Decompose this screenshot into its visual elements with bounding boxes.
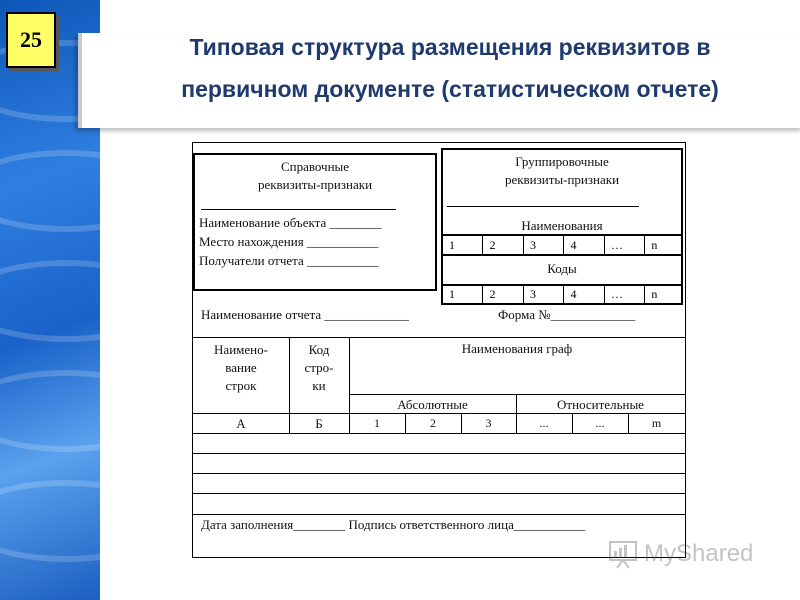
grouping-heading-1: Группировочные xyxy=(515,154,609,169)
index-cell-m: m xyxy=(651,416,662,430)
index-cell: ... xyxy=(595,416,605,430)
grouping-attributes-block xyxy=(441,148,683,238)
wave-decoration xyxy=(0,150,100,232)
table-row-line xyxy=(193,453,685,454)
codes-cell: 3 xyxy=(524,286,564,303)
grouping-heading-2: реквизиты-признаки xyxy=(504,172,620,187)
codes-number-row xyxy=(441,284,683,305)
table-row-line xyxy=(193,433,685,434)
table-row-line xyxy=(193,514,685,515)
header-row-names xyxy=(193,341,289,395)
footer-signature-line: Дата заполнения________ Подпись ответственного лица___________ xyxy=(201,517,586,532)
reference-line-recipients: Получатели отчета ___________ xyxy=(199,253,379,268)
codes-cell: 2 xyxy=(483,286,523,303)
codes-cell: 4 xyxy=(564,286,604,303)
names-cell: 2 xyxy=(483,236,523,254)
header-absolute: Абсолютные xyxy=(397,397,468,412)
index-cell-a: А xyxy=(236,416,246,431)
index-cell-b: Б xyxy=(315,416,323,431)
reference-line-location: Место нахождения ___________ xyxy=(199,234,379,249)
table-row-line xyxy=(193,493,685,494)
index-cell: 2 xyxy=(430,416,436,430)
header-row-code-line: Код xyxy=(308,342,330,357)
names-cell: 3 xyxy=(524,236,564,254)
names-cell: 1 xyxy=(443,236,483,254)
reference-underline xyxy=(201,209,396,210)
header-relative: Относительные xyxy=(557,397,644,412)
table-graph-divider xyxy=(349,394,685,395)
wave-decoration xyxy=(0,370,100,452)
codes-label: Коды xyxy=(547,261,577,276)
table-index-top xyxy=(193,413,349,414)
page-title xyxy=(100,26,800,110)
header-row-names-line: Наимено- xyxy=(214,342,268,357)
watermark xyxy=(608,536,768,572)
header-row-code-line: стро- xyxy=(304,360,334,375)
header-graph-names: Наименования граф xyxy=(461,341,573,356)
report-name-line: Наименование отчета _____________ xyxy=(201,307,409,322)
header-row-code xyxy=(289,341,349,395)
codes-cell: … xyxy=(605,286,645,303)
header-row-names-line: строк xyxy=(225,378,257,393)
header-row-names-line: вание xyxy=(225,360,257,375)
codes-cell: n xyxy=(651,287,658,301)
reference-line-object: Наименование объекта ________ xyxy=(199,215,382,230)
document-form xyxy=(192,142,686,558)
wave-decoration xyxy=(0,260,100,342)
wave-decoration xyxy=(0,480,100,562)
presentation-board-icon xyxy=(608,539,638,569)
table-row-line xyxy=(193,473,685,474)
grouping-underline xyxy=(447,206,639,207)
table-subheader-divider xyxy=(349,413,685,414)
reference-heading-2: реквизиты-признаки xyxy=(257,177,373,192)
reference-heading-1: Справочные xyxy=(280,159,350,174)
header-row-code-line: ки xyxy=(312,378,326,393)
names-number-row xyxy=(441,234,683,256)
names-cell: 4 xyxy=(564,236,604,254)
codes-cell: 1 xyxy=(443,286,483,303)
form-number-line: Форма №_____________ xyxy=(498,307,636,322)
index-cell: ... xyxy=(539,416,549,430)
table-top-border xyxy=(193,337,685,338)
title-line-2: первичном документе (статистическом отчете) xyxy=(181,76,719,102)
watermark-text: MyShared xyxy=(644,540,754,567)
title-line-1: Типовая структура размещения реквизитов в xyxy=(189,34,711,60)
names-cell: n xyxy=(651,237,658,252)
names-cell: … xyxy=(605,236,645,254)
codes-block xyxy=(441,254,683,286)
slide-number-badge: 25 xyxy=(6,12,56,68)
grouping-names-label: Наименования xyxy=(521,218,603,233)
index-cell: 1 xyxy=(374,416,380,430)
index-cell: 3 xyxy=(485,416,492,430)
reference-attributes-block xyxy=(193,153,437,291)
